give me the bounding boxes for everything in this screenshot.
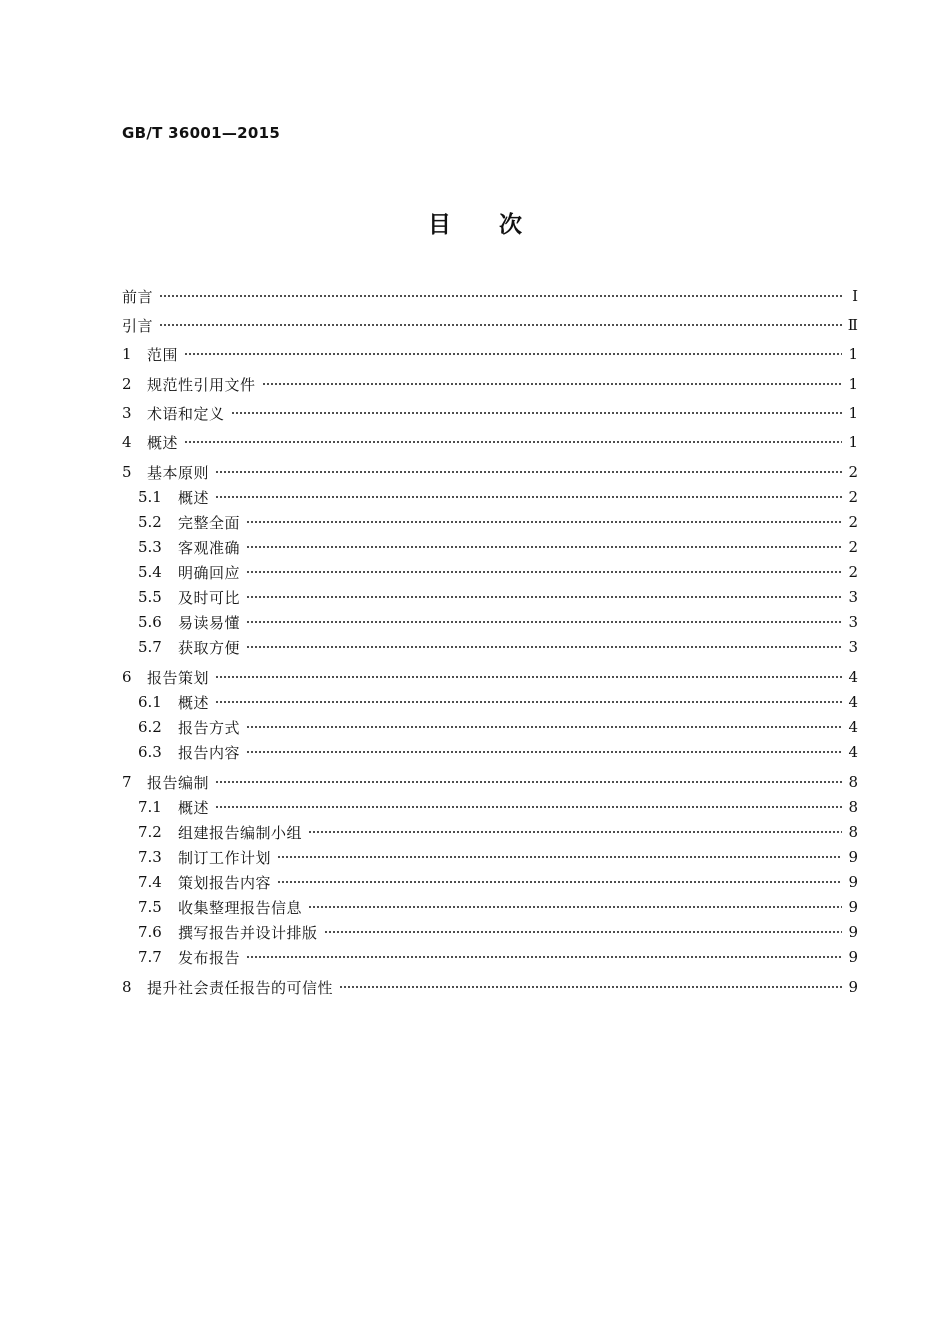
toc-entry-number: 5 <box>122 463 132 481</box>
toc-dot-leader <box>262 383 842 385</box>
toc-entry-page: 1 <box>848 404 858 422</box>
toc-entry-label: 术语和定义 <box>147 404 225 423</box>
toc-entry[interactable] <box>122 461 858 483</box>
toc-entry[interactable] <box>138 511 858 533</box>
toc-entry-label: 易读易懂 <box>178 613 241 632</box>
toc-entry-page: 1 <box>848 375 858 393</box>
toc-entry[interactable] <box>138 691 858 713</box>
toc-entry-page: 8 <box>848 823 858 841</box>
toc-entry-number: 8 <box>122 978 132 996</box>
toc-entry[interactable] <box>138 586 858 608</box>
toc-entry-number: 5.1 <box>138 488 162 506</box>
toc-entry-number: 7.7 <box>138 948 162 966</box>
toc-entry-number: 5.3 <box>138 538 162 556</box>
toc-dot-leader <box>215 701 842 703</box>
toc-entry[interactable] <box>122 431 858 453</box>
toc-entry-label: 明确回应 <box>178 563 241 582</box>
toc-entry-label: 前言 <box>122 287 154 306</box>
toc-entry[interactable] <box>122 373 858 395</box>
toc-dot-leader <box>246 596 842 598</box>
toc-entry-page: 9 <box>848 848 858 866</box>
toc-entry-page: 4 <box>848 718 858 736</box>
toc-dot-leader <box>215 806 842 808</box>
toc-entry-label: 策划报告内容 <box>178 873 272 892</box>
toc-entry-number: 5.6 <box>138 613 162 631</box>
toc-entry-label: 概述 <box>178 798 210 817</box>
toc-dot-leader <box>308 831 842 833</box>
toc-entry-label: 报告编制 <box>147 773 210 792</box>
toc-entry-page: 9 <box>848 978 858 996</box>
toc-entry-page: 2 <box>848 513 858 531</box>
toc-dot-leader <box>246 646 842 648</box>
toc-dot-leader <box>215 471 842 473</box>
toc-entry-label: 制订工作计划 <box>178 848 272 867</box>
toc-entry[interactable] <box>138 741 858 763</box>
toc-entry-page: Ⅱ <box>847 316 858 334</box>
toc-entry-page: 2 <box>848 538 858 556</box>
toc-dot-leader <box>246 571 842 573</box>
toc-entry[interactable] <box>138 716 858 738</box>
toc-entry-number: 5.5 <box>138 588 162 606</box>
toc-entry[interactable] <box>138 896 858 918</box>
toc-dot-leader <box>215 781 842 783</box>
toc-entry[interactable] <box>122 666 858 688</box>
toc-entry-page: 1 <box>848 345 858 363</box>
toc-entry-page: 9 <box>848 948 858 966</box>
toc-entry[interactable] <box>122 976 858 998</box>
toc-entry[interactable] <box>122 402 858 424</box>
toc-entry-label: 概述 <box>178 488 210 507</box>
toc-dot-leader <box>159 324 842 326</box>
toc-entry-label: 报告内容 <box>178 743 241 762</box>
toc-entry-number: 7 <box>122 773 132 791</box>
toc-entry-page: 4 <box>848 668 858 686</box>
toc-entry[interactable] <box>122 343 858 365</box>
toc-entry-page: 8 <box>848 798 858 816</box>
toc-entry-label: 收集整理报告信息 <box>178 898 303 917</box>
toc-entry-page: 9 <box>848 898 858 916</box>
toc-entry[interactable] <box>122 285 858 307</box>
toc-entry[interactable] <box>122 771 858 793</box>
toc-entry-number: 6.2 <box>138 718 162 736</box>
toc-dot-leader <box>246 521 842 523</box>
toc-dot-leader <box>215 676 842 678</box>
toc-entry-page: 2 <box>848 488 858 506</box>
toc-dot-leader <box>277 881 842 883</box>
toc-entry-page: 9 <box>848 873 858 891</box>
toc-entry-number: 2 <box>122 375 132 393</box>
toc-entry-label: 获取方便 <box>178 638 241 657</box>
standard-code: GB/T 36001—2015 <box>122 124 281 142</box>
toc-entry-label: 完整全面 <box>178 513 241 532</box>
toc-entry-page: 3 <box>848 613 858 631</box>
toc-entry-label: 范围 <box>147 345 179 364</box>
toc-entry-page: 2 <box>848 563 858 581</box>
toc-entry-number: 5.4 <box>138 563 162 581</box>
toc-entry-number: 6 <box>122 668 132 686</box>
title-char-right: 次 <box>499 212 522 238</box>
toc-entry[interactable] <box>138 536 858 558</box>
toc-entry-page: 1 <box>848 433 858 451</box>
toc-entry[interactable] <box>138 846 858 868</box>
toc-entry-page: 2 <box>848 463 858 481</box>
toc-dot-leader <box>246 621 842 623</box>
toc-entry-number: 3 <box>122 404 132 422</box>
toc-entry-number: 5.2 <box>138 513 162 531</box>
toc-entry-label: 基本原则 <box>147 463 210 482</box>
toc-dot-leader <box>215 496 842 498</box>
toc-entry-number: 7.5 <box>138 898 162 916</box>
toc-entry-label: 发布报告 <box>178 948 241 967</box>
toc-entry-number: 1 <box>122 345 132 363</box>
toc-entry[interactable] <box>138 486 858 508</box>
toc-entry[interactable] <box>138 871 858 893</box>
toc-entry-label: 报告策划 <box>147 668 210 687</box>
toc-dot-leader <box>339 986 842 988</box>
toc-entry-label: 概述 <box>147 433 179 452</box>
toc-dot-leader <box>246 726 842 728</box>
toc-dot-leader <box>308 906 842 908</box>
toc-entry-number: 7.3 <box>138 848 162 866</box>
toc-dot-leader <box>246 546 842 548</box>
toc-entry-label: 撰写报告并设计排版 <box>178 923 318 942</box>
toc-entry-page: 3 <box>848 588 858 606</box>
toc-dot-leader <box>246 956 842 958</box>
toc-entry-number: 6.3 <box>138 743 162 761</box>
toc-entry-label: 报告方式 <box>178 718 241 737</box>
toc-entry[interactable] <box>138 921 858 943</box>
toc-entry[interactable] <box>138 821 858 843</box>
toc-entry-number: 7.6 <box>138 923 162 941</box>
toc-entry-number: 7.1 <box>138 798 162 816</box>
toc-entry[interactable] <box>138 636 858 658</box>
toc-entry-page: 4 <box>848 693 858 711</box>
page-title <box>0 206 950 239</box>
toc-dot-leader <box>159 295 842 297</box>
toc-dot-leader <box>324 931 842 933</box>
toc-entry[interactable] <box>122 314 858 336</box>
toc-dot-leader <box>277 856 842 858</box>
toc-entry-number: 5.7 <box>138 638 162 656</box>
toc-entry-label: 概述 <box>178 693 210 712</box>
toc-entry-number: 6.1 <box>138 693 162 711</box>
toc-dot-leader <box>184 441 842 443</box>
toc-entry-label: 引言 <box>122 316 154 335</box>
toc-entry[interactable] <box>138 796 858 818</box>
toc-entry-label: 客观准确 <box>178 538 241 557</box>
toc-entry-page: 9 <box>848 923 858 941</box>
title-char-left: 目 <box>428 212 451 238</box>
toc-entry[interactable] <box>138 561 858 583</box>
toc-entry-label: 组建报告编制小组 <box>178 823 303 842</box>
toc-dot-leader <box>231 412 842 414</box>
toc-dot-leader <box>246 751 842 753</box>
toc-dot-leader <box>184 353 842 355</box>
toc-entry-label: 规范性引用文件 <box>147 375 256 394</box>
toc-entry-number: 7.2 <box>138 823 162 841</box>
toc-entry-page: 4 <box>848 743 858 761</box>
toc-entry[interactable] <box>138 611 858 633</box>
toc-entry-page: Ⅰ <box>852 287 858 305</box>
toc-entry-page: 3 <box>848 638 858 656</box>
toc-entry-number: 7.4 <box>138 873 162 891</box>
toc-entry-number: 4 <box>122 433 132 451</box>
toc-entry-label: 提升社会责任报告的可信性 <box>147 978 334 997</box>
toc-entry[interactable] <box>138 946 858 968</box>
toc-entry-label: 及时可比 <box>178 588 241 607</box>
toc-entry-page: 8 <box>848 773 858 791</box>
